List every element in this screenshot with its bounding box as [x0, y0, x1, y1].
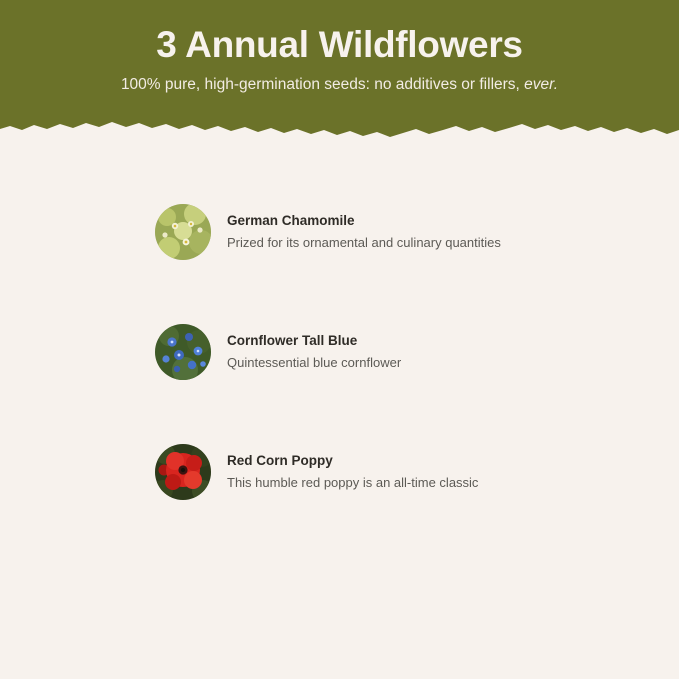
list-item: [0, 320, 679, 384]
wildflower-list: [0, 200, 679, 560]
cornflower-tall-blue-photo: [155, 324, 211, 380]
page-subtitle: [0, 76, 679, 95]
list-item-name: German Chamomile: [227, 213, 355, 229]
cornflower-tall-blue-image-icon: [155, 324, 211, 380]
list-item-description: This humble red poppy is an all-time classic: [227, 474, 479, 490]
subtitle-emphasis-text: ever.: [524, 75, 559, 93]
list-item-description: Prized for its ornamental and culinary quantities: [227, 234, 501, 250]
header-content: [0, 0, 679, 94]
list-item-text: [227, 451, 478, 492]
list-item-description: Quintessential blue cornflower: [227, 354, 402, 370]
list-item-name: Cornflower Tall Blue: [227, 333, 358, 349]
list-item: [0, 200, 679, 264]
header-banner: [0, 0, 679, 140]
list-item-text: [227, 331, 401, 372]
list-item-text: [227, 211, 501, 252]
red-corn-poppy-image-icon: [155, 444, 211, 500]
torn-paper-edge-icon: [0, 115, 679, 140]
subtitle-main-text: 100% pure, high-germination seeds: no additives or fillers,: [120, 75, 520, 93]
red-corn-poppy-photo: [155, 444, 211, 500]
german-chamomile-photo: [155, 204, 211, 260]
list-item-name: Red Corn Poppy: [227, 453, 333, 469]
german-chamomile-image-icon: [155, 204, 211, 260]
page-title: 3 Annual Wildflowers: [156, 24, 523, 65]
list-item: [0, 440, 679, 504]
